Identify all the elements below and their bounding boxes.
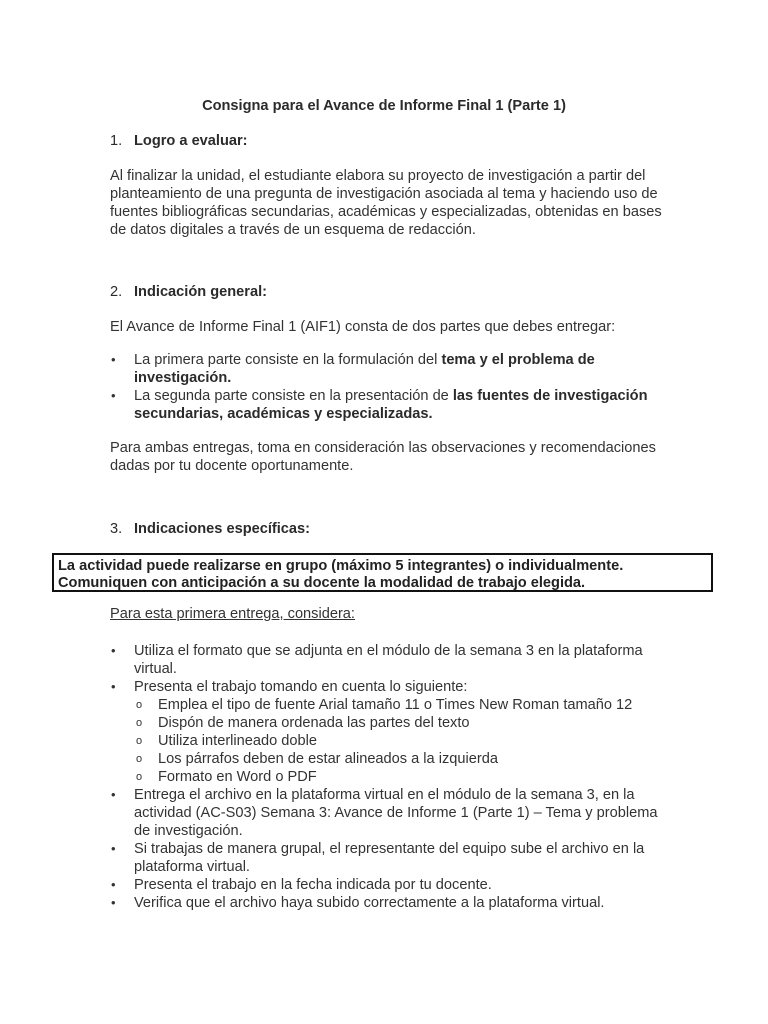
- sub-bullet-text: Utiliza interlineado doble: [158, 733, 318, 749]
- bullet-text: La primera parte consiste en la formulación del: [134, 352, 442, 368]
- section-3-title: Indicaciones específicas:: [134, 521, 311, 537]
- bullet-text: Presenta el trabajo tomando en cuenta lo siguiente:: [134, 679, 468, 695]
- sub-bullet-list: [134, 696, 670, 786]
- sub-list-item: [134, 696, 670, 714]
- section-2-closing: Para ambas entregas, toma en consideración las observaciones y recomendaciones dadas por tu docente oportunamente.: [110, 440, 656, 474]
- sub-bullet-text: Emplea el tipo de fuente Arial tamaño 11 o Times New Roman tamaño 12: [158, 697, 633, 713]
- section-3-number: 3.: [110, 521, 123, 537]
- sub-bullet-marker: o: [136, 717, 143, 729]
- list-item: [110, 894, 670, 912]
- section-3-heading: [110, 520, 310, 538]
- list-item: [110, 840, 670, 876]
- bullet-text: Si trabajas de manera grupal, el representante del equipo sube el archivo en la plataforma virtual.: [134, 841, 645, 875]
- list-item: [110, 678, 670, 786]
- section-2-bullet-list: [110, 351, 670, 423]
- sub-list-item: [134, 768, 670, 786]
- section-1-paragraph: Al finalizar la unidad, el estudiante elabora su proyecto de investigación a partir del planteamiento de una pregunta de investigación asociada al tema y haciendo uso de fuentes bibliográficas secundarias, académicas y especializadas, obtenidas en bases de datos digitales a través de un esquema de redacción.: [110, 168, 662, 238]
- section-1-heading: [110, 132, 248, 150]
- list-item: [110, 876, 670, 894]
- sub-bullet-text: Formato en Word o PDF: [158, 769, 317, 785]
- underlined-subheading: Para esta primera entrega, considera:: [110, 606, 355, 622]
- sub-list-item: [134, 714, 670, 732]
- document-title: Consigna para el Avance de Informe Final 1 (Parte 1): [202, 98, 566, 114]
- section-3-bullet-list: [110, 642, 670, 912]
- sub-bullet-marker: o: [136, 771, 143, 783]
- bullet-bold-text: tema y el problema de investigación.: [134, 352, 595, 386]
- bullet-marker: •: [111, 877, 116, 892]
- section-2-heading: [110, 283, 267, 301]
- section-1-number: 1.: [110, 133, 123, 149]
- sub-bullet-marker: o: [136, 753, 143, 765]
- bullet-marker: •: [111, 352, 116, 367]
- sub-bullet-text: Dispón de manera ordenada las partes del texto: [158, 715, 470, 731]
- sub-list-item: [134, 750, 670, 768]
- list-item: [110, 351, 670, 387]
- sub-list-item: [134, 732, 670, 750]
- boxed-note: La actividad puede realizarse en grupo (máximo 5 integrantes) o individualmente. Comuniquen con anticipación a su docente la modalidad de trabajo elegida.: [52, 553, 713, 592]
- list-item: [110, 786, 670, 840]
- bullet-marker: •: [111, 895, 116, 910]
- section-2-title: Indicación general:: [134, 284, 267, 300]
- bullet-marker: •: [111, 643, 116, 658]
- sub-bullet-marker: o: [136, 735, 143, 747]
- section-2-intro: El Avance de Informe Final 1 (AIF1) consta de dos partes que debes entregar:: [110, 319, 616, 335]
- bullet-marker: •: [111, 679, 116, 694]
- bullet-marker: •: [111, 787, 116, 802]
- bullet-text: Presenta el trabajo en la fecha indicada por tu docente.: [134, 877, 492, 893]
- bullet-text: Utiliza el formato que se adjunta en el módulo de la semana 3 en la plataforma virtual.: [134, 643, 643, 677]
- bullet-marker: •: [111, 841, 116, 856]
- list-item: [110, 642, 670, 678]
- section-1-title: Logro a evaluar:: [134, 133, 248, 149]
- bullet-text: Verifica que el archivo haya subido correctamente a la plataforma virtual.: [134, 895, 605, 911]
- sub-bullet-marker: o: [136, 699, 143, 711]
- list-item: [110, 387, 670, 423]
- bullet-bold-text: las fuentes de investigación secundarias, académicas y especializadas.: [134, 388, 648, 422]
- bullet-text: Entrega el archivo en la plataforma virtual en el módulo de la semana 3, en la actividad (AC-S03) Semana 3: Avance de Informe 1 (Parte 1) – Tema y problema de investigación.: [134, 787, 658, 839]
- bullet-text: La segunda parte consiste en la presentación de: [134, 388, 453, 404]
- sub-bullet-text: Los párrafos deben de estar alineados a la izquierda: [158, 751, 498, 767]
- bullet-marker: •: [111, 388, 116, 403]
- section-2-number: 2.: [110, 284, 123, 300]
